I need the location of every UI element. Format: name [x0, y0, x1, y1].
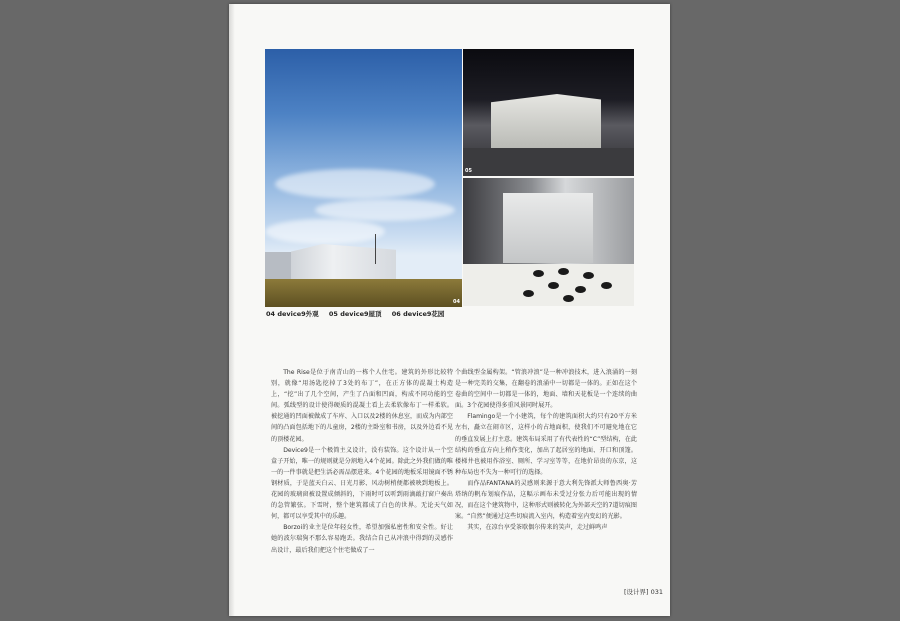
text-column-left: [271, 367, 453, 556]
grass-field: [265, 279, 462, 307]
photo-device9-garden: [463, 178, 634, 306]
page-edge: [229, 4, 235, 616]
text-column-right: [455, 367, 637, 533]
caption-05: 05 device9屋顶: [328, 310, 382, 318]
paragraph: Borzoi的业主是位年轻女性，希望加强私密性和安全性。好让她的波尔瑞狗不那么容易跑丢。我结合自己从冲浪中得到的灵感作出设计，最后我们把这个住宅做成了一: [271, 524, 453, 554]
paragraph: 个曲线型金属构架。“管浪冲浪”是一种冲浪技术，进入浪涌的一刻是一种完美的交集，在翻卷的浪涌中一切都是一体的。正如在这个卷曲的空间中一切都是一体的，地面、墙和天花板是一个连续的曲面。3个花园使得多重风景同时展开。: [455, 369, 637, 410]
paragraph: 其实，在凉台享受茶歇偶尔传来的笑声，走过鲜鸣声: [467, 524, 608, 532]
photo-device9-exterior: [265, 49, 462, 307]
paragraph: Device9是一个极简主义设计，没有装饰。这个设计从一个空盒子开始，唯一的规则就是分割地入4个花园。除此之外我们做的唯一的一件事就是把生活必需品摆进来。4个花园的地板采用镜面不锈钢材质，于是蓝天白云、日光月影、风动树梢便都被映到地板上。花园的玻璃窗被设置成倾斜的，下雨时可以听到雨滴敲打窗户奏出的急管繁弦。下雪时，整个建筑都成了白色的世界。无论天气如何，都可以享受其中的乐趣。: [271, 446, 453, 521]
paragraph: Flamingo是一个小建筑，每个的建筑面积大约只有20平方米左右，矗立在闹市区，这样小的占地面积，使我们不可避免地在它的垂直发展上打主意。建筑布局采用了有代表性的“C”型结构，在此结构的垂直方向上稍作变化，加出了起居室的地面、开口和顶篷。楼梯井也被用作浴室、厕所、学习室等等，在地价昂贵的东京，这种布局也不失为一种可行的选择。: [455, 413, 637, 476]
photo-captions: [266, 309, 452, 318]
building-side: [265, 252, 295, 282]
page-footer: [设计界] 031: [624, 588, 664, 596]
paragraph: 而作品FANTANA的灵感则来源于意大利先锋派大师鲁西奥·芳塔纳的帆布划痕作品，这幅示画布未受过分张力后可能出现的情况，而在这个建筑物中，这种形式则被转化为外部天空的7道切痕图案。“自然”便通过这些切痕流入室内，构造着室内变幻的光影。: [455, 479, 637, 521]
paragraph: The Rise是位于南青山的一栋个人住宅。建筑的外形比较特别，就像“用汤匙挖掉了3处的布丁”，在正方体的混凝土构造上，“挖”出了几个空间，产生了凸面和凹面，构成不同功能的空间。弧线型的设计使得硬质的混凝土看上去柔软像布丁一样柔软。被挖通的凹面被做成了车库、入口以及2楼的休息室，而成为内部空间的凸面包括地下的儿童房，2楼的主卧室和书房，以及外边看不见的顶楼花园。: [271, 369, 453, 443]
caption-06: 06 device9花园: [391, 310, 445, 318]
photo-device9-roof: [463, 49, 634, 176]
floor: [463, 148, 634, 176]
utility-pole: [375, 234, 376, 264]
interior-view: [503, 193, 593, 263]
magazine-page: [229, 4, 670, 616]
floor: [463, 264, 634, 306]
building-facade: [291, 244, 396, 282]
photo-number: 05: [465, 168, 472, 174]
photo-number: 04: [453, 299, 460, 305]
glass-wall: [491, 94, 601, 149]
caption-04: 04 device9外观: [266, 310, 319, 318]
